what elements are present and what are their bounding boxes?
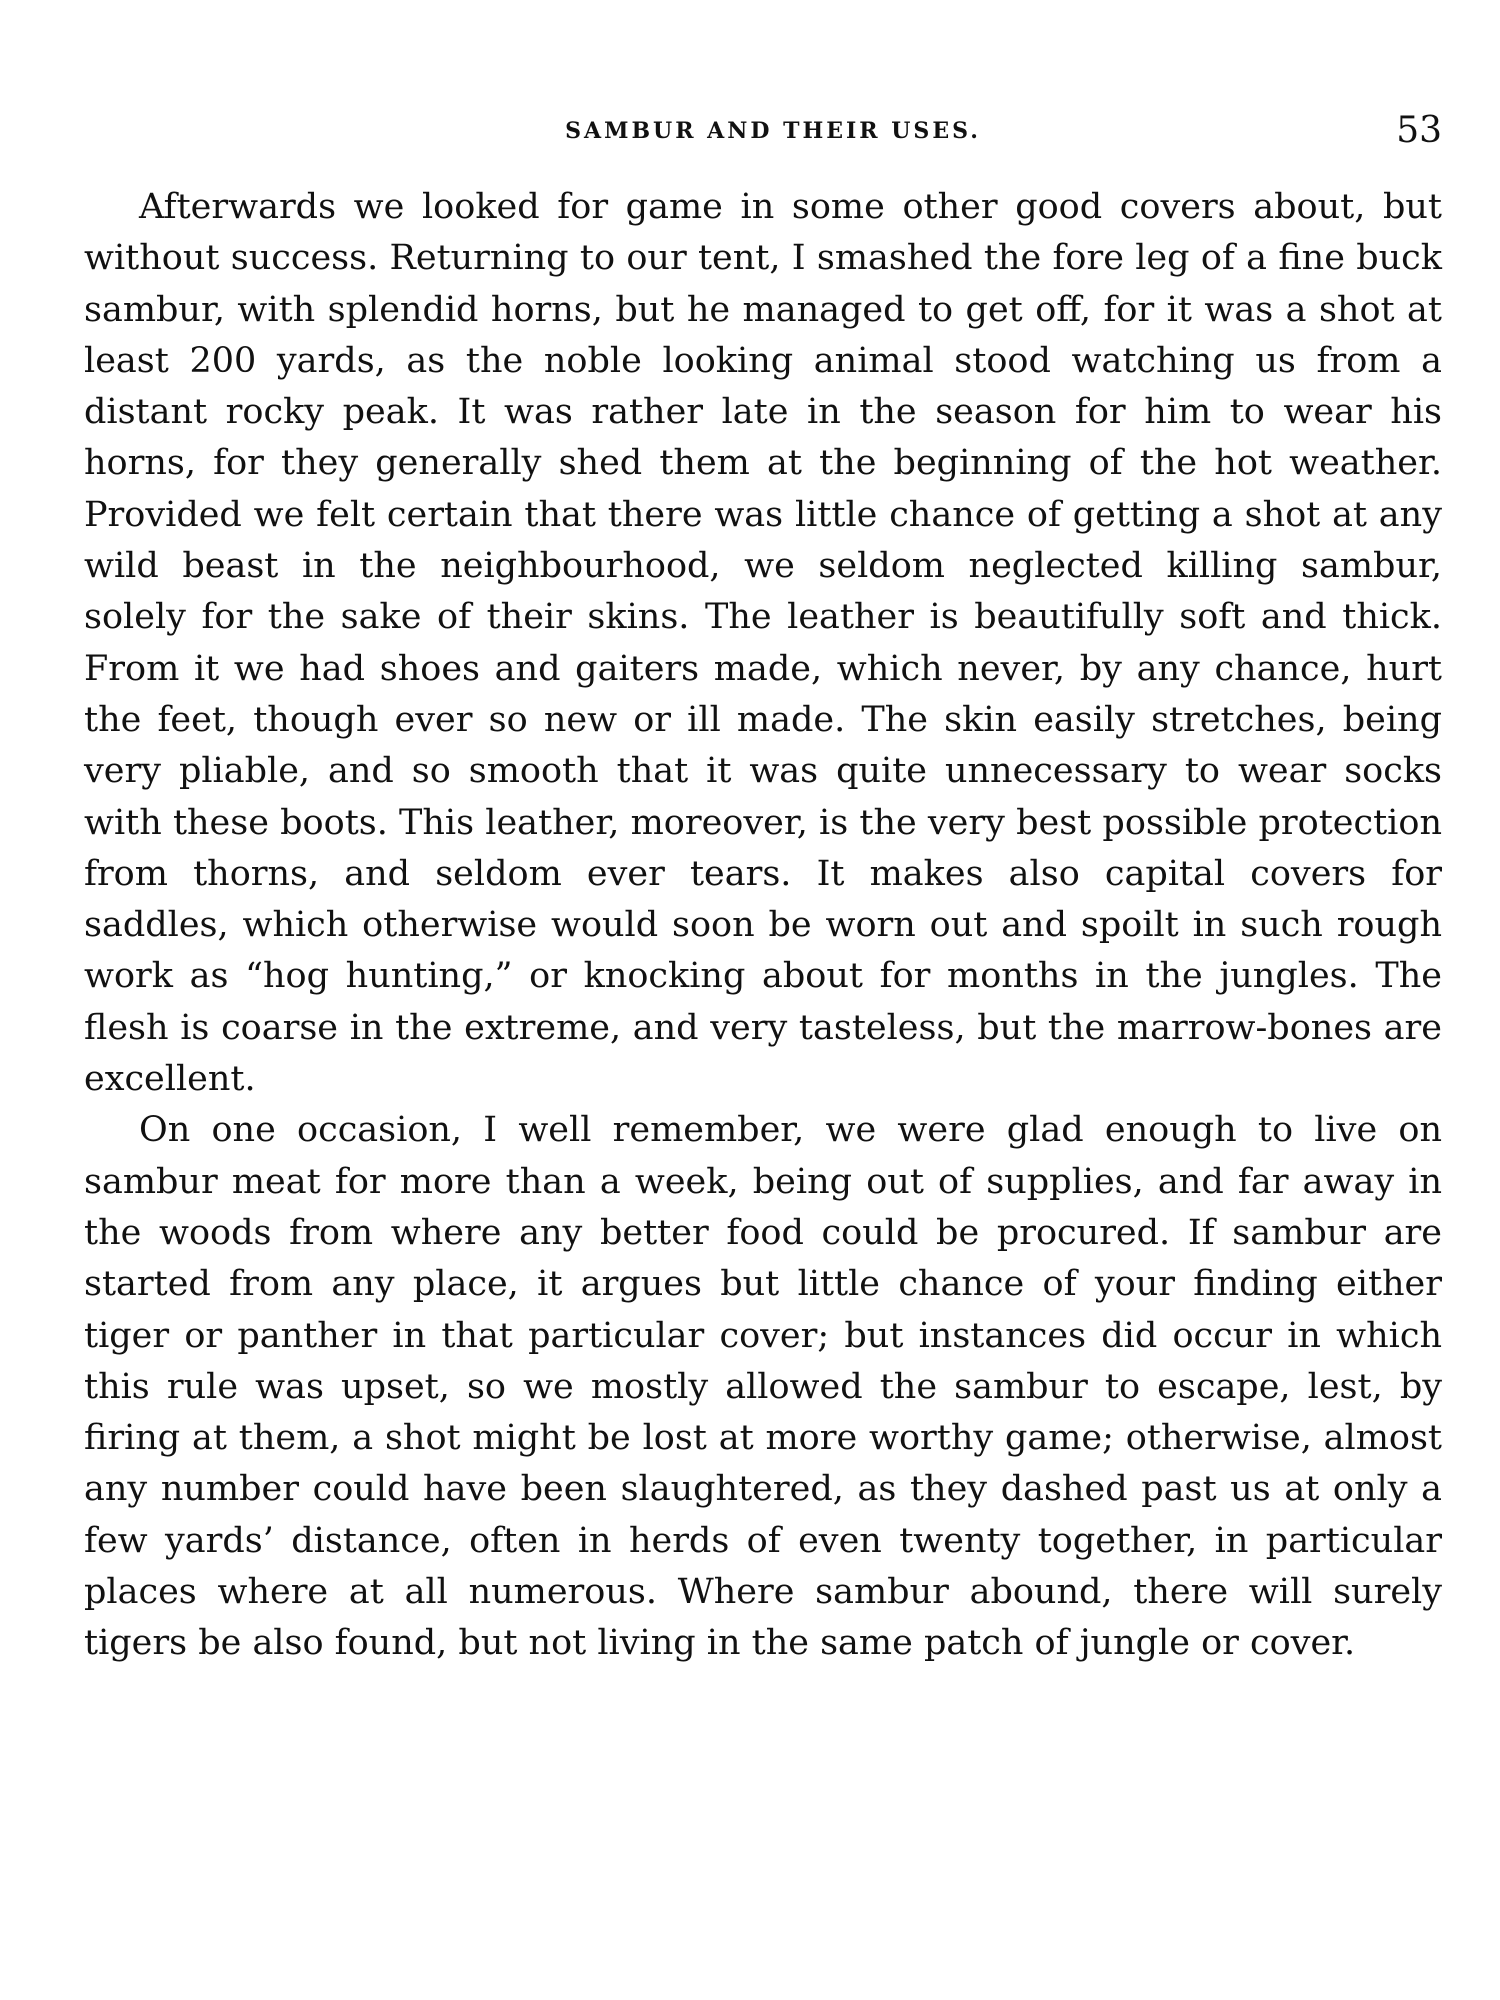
running-header [84,110,1442,150]
body-text [84,182,1442,1670]
running-title: SAMBUR AND THEIR USES. [565,118,981,144]
paragraph-2: On one occasion, I well remember, we were glad enough to live on sambur meat for more than a week, being out of supplies, and far away in the woods from where any better food could be procured. If sambur are started from any place, it argues but little chance of your finding either tiger or panther in that particular cover; but instances did occur in which this rule was upset, so we mostly allowed the sambur to escape, lest, by firing at them, a shot might be lost at more worthy game; otherwise, almost any number could have been slaughtered, as they dashed past us at only a few yards’ distance, often in herds of even twenty together, in particular places where at all numerous. Where sambur abound, there will surely tigers be also found, but not living in the same patch of jungle or cover. [84,1110,1442,1664]
page-number: 53 [1396,110,1442,151]
paragraph-1: Afterwards we looked for game in some other good covers about, but without success. Returning to our tent, I smashed the fore leg of a fine buck sambur, with splendid horns, but he managed to get off, for it was a shot at least 200 yards, as the noble looking animal stood watching us from a distant rocky peak. It was rather late in the season for him to wear his horns, for they generally shed them at the beginning of the hot weather. Provided we felt certain that there was little chance of getting a shot at any wild beast in the neighbourhood, we seldom neglected killing sambur, solely for the sake of their skins. The leather is beautifully soft and thick. From it we had shoes and gaiters made, which never, by any chance, hurt the feet, though ever so new or ill made. The skin easily stretches, being very pliable, and so smooth that it was quite unnecessary to wear socks with these boots. This leather, moreover, is the very best possible protection from thorns, and seldom ever tears. It makes also capital covers for saddles, which otherwise would soon be worn out and spoilt in such rough work as “hog hunting,” or knocking about for months in the jungles. The flesh is coarse in the extreme, and very tasteless, but the marrow-bones are excellent. [84,187,1442,1100]
